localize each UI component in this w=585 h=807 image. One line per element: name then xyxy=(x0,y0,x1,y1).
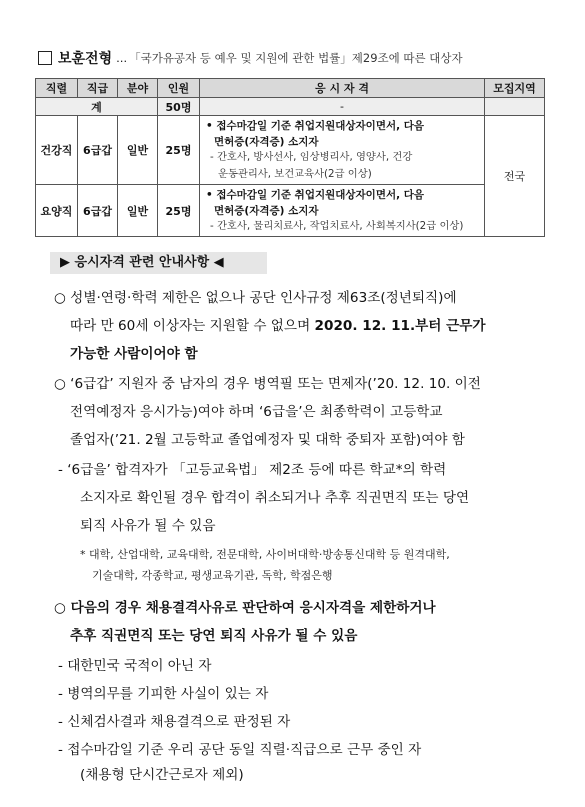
col-header-qualification: 응 시 자 격 xyxy=(200,79,485,98)
row-count: 25명 xyxy=(158,185,200,237)
total-qualification: - xyxy=(200,98,485,116)
qualification-main-line: • 접수마감일 기준 취업지원대상자이면서, 다음 xyxy=(206,189,425,201)
list-item-note: (채용형 단시간근로자 제외) xyxy=(80,767,244,783)
text-line xyxy=(54,312,559,340)
row-series: 요양직 xyxy=(36,185,78,237)
paragraph-age-limit xyxy=(54,284,559,368)
text-line: 기술대학, 각종학교, 평생교육기관, 독학, 학점은행 xyxy=(92,569,333,582)
table-total-row xyxy=(36,98,545,116)
col-header-field: 분야 xyxy=(118,79,158,98)
list-item: - 접수마감일 기준 우리 공단 동일 직렬·직급으로 근무 중인 자 xyxy=(58,742,422,758)
col-header-series: 직렬 xyxy=(36,79,78,98)
table-row xyxy=(36,116,545,185)
text-line: 퇴직 사유가 될 수 있음 xyxy=(80,518,216,534)
text-line: ○ ‘6급갑’ 지원자 중 남자의 경우 병역필 또는 면제자(’20. 12. 10. 이전 xyxy=(54,376,481,392)
table-row xyxy=(36,185,545,237)
row-field: 일반 xyxy=(118,185,158,237)
paragraph-education xyxy=(58,456,558,540)
text-line: 졸업자(’21. 2월 고등학교 졸업예정자 및 대학 중퇴자 포함)여야 함 xyxy=(70,432,465,448)
section-subtitle: 「국가유공자 등 예우 및 지원에 관한 법률」제29조에 따른 대상자 xyxy=(129,51,463,65)
text-line: 소지자로 확인될 경우 합격이 취소되거나 추후 직권면직 또는 당연 xyxy=(80,490,470,506)
row-field: 일반 xyxy=(118,116,158,185)
row-series: 건강직 xyxy=(36,116,78,185)
qualification-sub-line: 운동관리사, 보건교육사(2급 이상) xyxy=(218,168,372,180)
start-date-text: 2020. 12. 11.부터 근무가 xyxy=(314,318,486,334)
list-item: - 병역의무를 기피한 사실이 있는 자 xyxy=(58,686,269,702)
qualification-sub-line: - 간호사, 방사선사, 임상병리사, 영양사, 건강 xyxy=(210,151,413,163)
text-line: - ‘6급을’ 합격자가 「고등교육법」 제2조 등에 따른 학교*의 학력 xyxy=(58,462,447,478)
guide-heading: ▶ 응시자격 관련 안내사항 ◀ xyxy=(50,252,267,274)
section-title: 보훈전형 xyxy=(58,51,113,67)
title-ellipsis: … xyxy=(116,51,128,65)
checkbox-icon xyxy=(38,51,52,65)
footnote xyxy=(80,544,560,586)
paragraph-military xyxy=(54,370,559,454)
row-grade: 6급갑 xyxy=(78,116,118,185)
text-line: * 대학, 산업대학, 교육대학, 전문대학, 사이버대학·방송통신대학 등 원격대학, xyxy=(80,548,450,561)
list-item: - 대한민국 국적이 아닌 자 xyxy=(58,658,212,674)
col-header-grade: 직급 xyxy=(78,79,118,98)
qualification-main-line: 면허증(자격증) 소지자 xyxy=(214,136,319,148)
text-line: ○ 다음의 경우 채용결격사유로 판단하여 응시자격을 제한하거나 xyxy=(54,600,436,616)
paragraph-disqualification xyxy=(54,594,559,650)
qualification-main-line: 면허증(자격증) 소지자 xyxy=(214,205,319,217)
row-qualification xyxy=(200,116,485,185)
total-region xyxy=(485,98,545,116)
col-header-region: 모집지역 xyxy=(485,79,545,98)
text-line: 전역예정자 응시가능)여야 하며 ‘6급을’은 최종학력이 고등학교 xyxy=(70,404,443,420)
total-count: 50명 xyxy=(158,98,200,116)
text-line: 추후 직권면직 또는 당연 퇴직 사유가 될 수 있음 xyxy=(70,628,358,644)
row-count: 25명 xyxy=(158,116,200,185)
text-line: ○ 성별·연령·학력 제한은 없으나 공단 인사규정 제63조(정년퇴직)에 xyxy=(54,290,457,306)
list-item: - 신체검사결과 채용결격으로 판정된 자 xyxy=(58,714,291,730)
row-grade: 6급갑 xyxy=(78,185,118,237)
section-header xyxy=(38,48,463,68)
qualification-main-line: • 접수마감일 기준 취업지원대상자이면서, 다음 xyxy=(206,120,425,132)
total-label: 계 xyxy=(36,98,158,116)
text-span: 따라 만 60세 이상자는 지원할 수 없으며 xyxy=(70,318,315,334)
recruitment-table xyxy=(35,78,545,237)
disqualification-list xyxy=(58,652,563,786)
col-header-count: 인원 xyxy=(158,79,200,98)
qualification-sub-line: - 간호사, 물리치료사, 작업치료사, 사회복지사(2급 이상) xyxy=(210,220,464,232)
row-qualification xyxy=(200,185,485,237)
region-cell: 전국 xyxy=(485,116,545,237)
table-header-row xyxy=(36,79,545,98)
text-line: 가능한 사람이어야 함 xyxy=(70,346,198,362)
